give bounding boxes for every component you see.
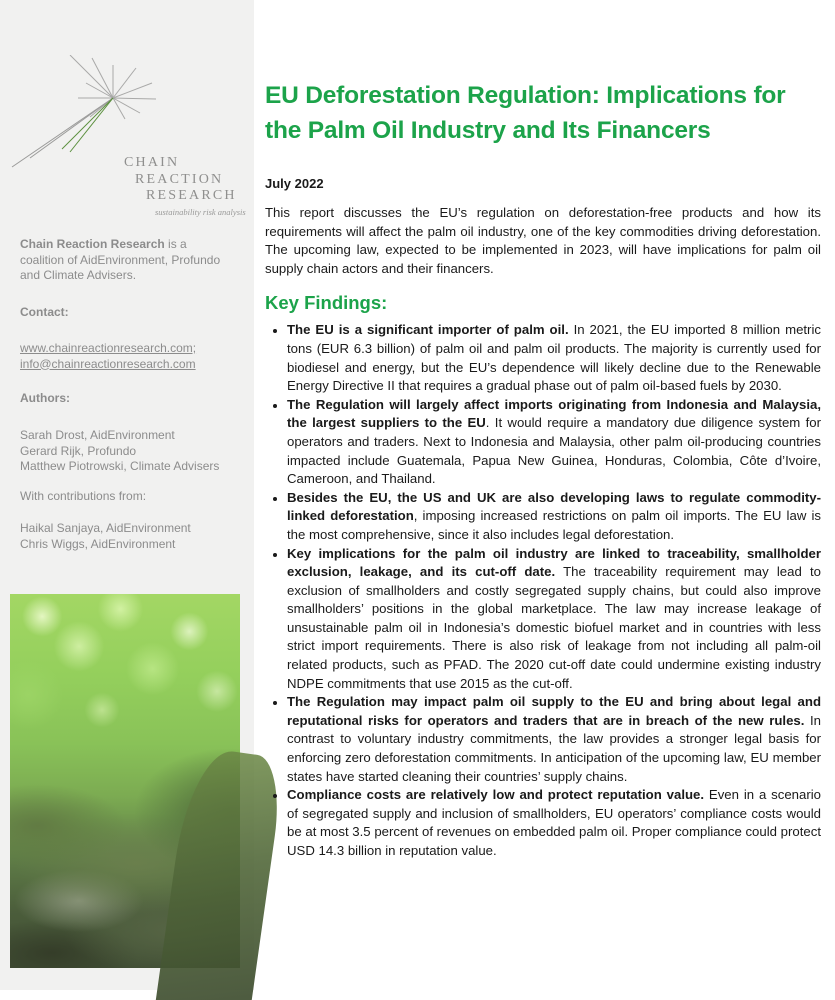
authors-label: Authors: xyxy=(20,391,70,405)
key-finding-lead: Besides the EU, the US and UK are also developing laws to regulate commodity-linked deforestation xyxy=(287,489,821,524)
logo-line-1: CHAIN xyxy=(124,155,180,170)
key-finding-item xyxy=(287,693,821,786)
key-finding-item xyxy=(287,321,821,395)
key-findings-heading: Key Findings: xyxy=(265,292,388,314)
report-body xyxy=(265,0,821,861)
logo-tagline: sustainability risk analysis xyxy=(155,207,246,217)
contributor-item: Chris Wiggs, AidEnvironment xyxy=(20,536,176,551)
report-date: July 2022 xyxy=(265,176,324,191)
key-finding-item xyxy=(287,489,821,545)
coalition-statement-rest: is a coalition of AidEnvironment, Profundo and Climate Advisers. xyxy=(20,237,221,282)
logo-line-3: RESEARCH xyxy=(146,188,237,203)
key-finding-item xyxy=(287,786,821,860)
contributions-label: With contributions from: xyxy=(20,489,147,503)
intro-paragraph: This report discusses the EU’s regulation on deforestation-free products and how its requirements will affect the palm oil industry, one of the key commodities driving deforestation. The upcoming law, expected to be implemented in 2023, will have implications for palm oil supply chain actors and their financers. xyxy=(265,205,821,276)
key-finding-body: Even in a scenario of segregated supply and inclusion of smallholders, EU operators’ compliance costs would be at most 3.5 percent of revenues on embedded palm oil. Proper compliance could protect USD 14.3 billion in reputation value. xyxy=(287,787,821,858)
key-finding-item xyxy=(287,396,821,489)
author-item: Gerard Rijk, Profundo xyxy=(20,443,137,458)
page-title: EU Deforestation Regulation: Implications for the Palm Oil Industry and Its Financers xyxy=(265,82,786,144)
contact-label: Contact: xyxy=(20,305,69,319)
website-link[interactable]: www.chainreactionresearch.com; xyxy=(20,341,197,355)
logo-line-2: REACTION xyxy=(135,171,224,187)
logo-wordmark xyxy=(124,155,237,205)
key-finding-lead: Key implications for the palm oil industry are linked to traceability, smallholder exclusion, leakage, and its cut-off date. xyxy=(287,545,821,580)
coalition-statement xyxy=(20,237,234,284)
key-finding-lead: The EU is a significant importer of palm oil. xyxy=(287,322,569,338)
forest-photo xyxy=(10,594,240,968)
key-findings-list xyxy=(265,321,821,860)
email-link[interactable]: info@chainreactionresearch.com xyxy=(20,356,196,371)
contributor-item: Haikal Sanjaya, AidEnvironment xyxy=(20,521,191,535)
author-item: Sarah Drost, AidEnvironment xyxy=(20,428,175,442)
key-finding-body: . It would require a mandatory due diligence system for operators and traders. Next to Indonesia and Malaysia, other palm oil-producing countries impacted include Guatemala, Papua New Guinea, Honduras, Colombia, Côte d’Ivoire, Cameroon, and Thailand. xyxy=(287,415,821,487)
key-finding-body: In contrast to voluntary industry commitments, the law provides a stronger legal basis for enforcing zero deforestation commitments. In anticipation of the upcoming law, EU member states have started cleaning their countries’ supply chains. xyxy=(287,712,821,784)
contact-links xyxy=(20,341,234,372)
contributors-list xyxy=(20,521,234,552)
key-finding-body: In 2021, the EU imported 8 million metric tons (EUR 6.3 billion) of palm oil and palm oil products. The majority is currently used for biodiesel and energy, but the EU’s dependence will likely decline due to the Renewable Energy Directive II that requires a gradual phase out of palm oil-based fuels by 2030. xyxy=(287,322,821,394)
author-item: Matthew Piotrowski, Climate Advisers xyxy=(20,459,220,473)
key-finding-lead: The Regulation will largely affect imports originating from Indonesia and Malaysia, the largest suppliers to the EU xyxy=(287,396,821,431)
authors-list xyxy=(20,428,234,475)
key-finding-body: The traceability requirement may lead to exclusion of smallholders and costly segregated supply chains, but could also improve smallholders’ positions in the global marketplace. The law may increase leakage of unsustainable palm oil in Indonesia’s domestic biofuel market and in countries with less strict import requirements. There is also risk of leakage from not including all palm-oil related products, such as PFAD. The 2020 cut-off date could undermine existing industry NDPE commitments that use 2015 as the cut-off. xyxy=(287,564,821,691)
crr-logo xyxy=(0,55,254,217)
coalition-statement-bold: Chain Reaction Research xyxy=(20,237,165,251)
key-finding-item xyxy=(287,545,821,694)
key-finding-body: , imposing increased restrictions on palm oil imports. The EU law is the most comprehensive, since it also includes legal deforestation. xyxy=(287,508,821,542)
key-finding-lead: The Regulation may impact palm oil supply to the EU and bring about legal and reputational risks for operators and traders that are in breach of the new rules. xyxy=(287,694,821,728)
key-finding-lead: Compliance costs are relatively low and protect reputation value. xyxy=(287,787,705,803)
sidebar xyxy=(0,0,254,990)
